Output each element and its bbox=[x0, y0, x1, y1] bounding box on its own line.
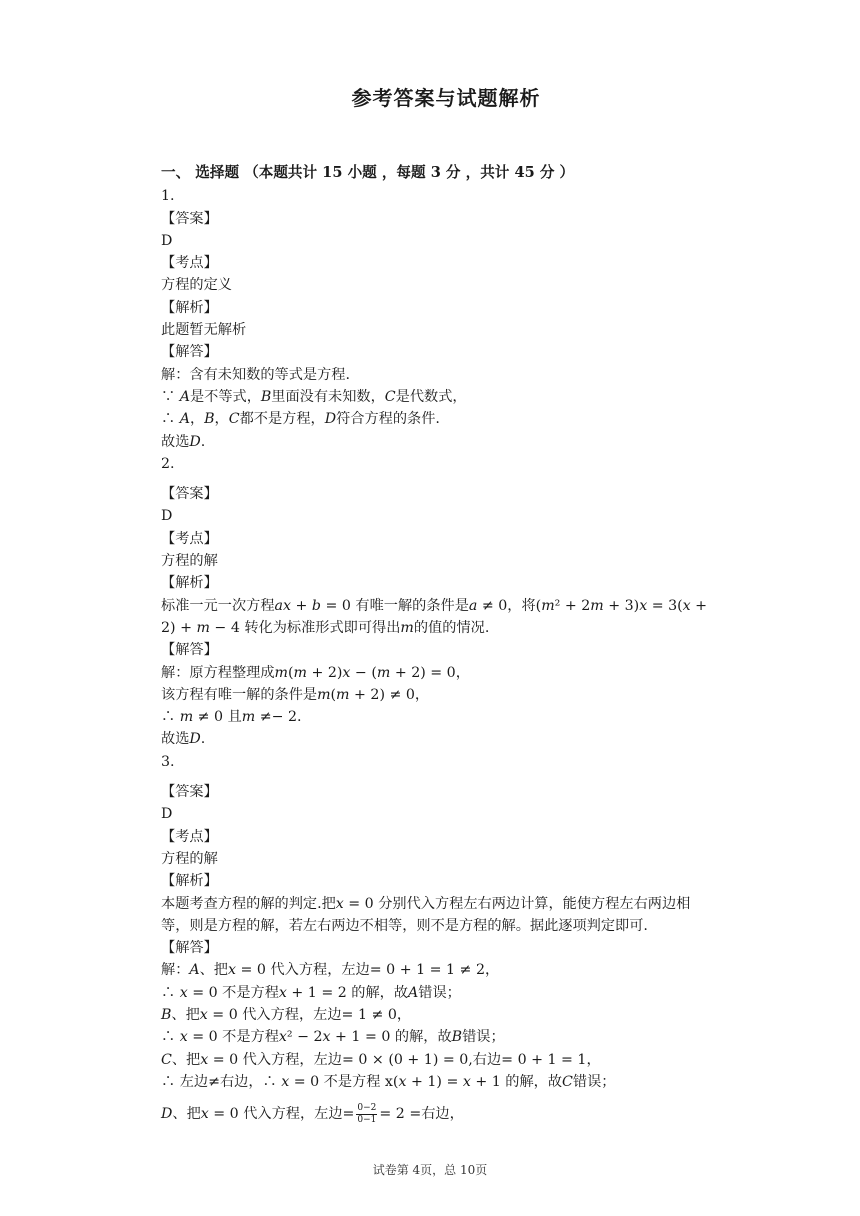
topic-value: 方程的定义 bbox=[161, 277, 232, 294]
question-2 bbox=[161, 453, 721, 751]
analysis-line: 标准一元一次方程𝑎𝑥 + 𝑏 = 0 有唯一解的条件是𝑎 ≠ 0，将(𝑚² + 2𝑚 + 3)𝑥 = 3(𝑥 + bbox=[161, 597, 708, 614]
solution-line: ∵ 𝐴是不等式，𝐵里面没有未知数，𝐶是代数式， bbox=[161, 388, 467, 405]
page-footer: 试卷第 4页，总 10页 bbox=[372, 1163, 488, 1177]
solution-label: 【解答】 bbox=[161, 940, 218, 957]
solution-line-fraction bbox=[161, 1097, 721, 1131]
question-number: 2. bbox=[161, 455, 175, 472]
solution-line: 解：原方程整理成𝑚(𝑚 + 2)𝑥 − (𝑚 + 2) = 0， bbox=[161, 664, 470, 681]
fraction bbox=[356, 1103, 377, 1126]
solution-line: 该方程有唯一解的条件是𝑚(𝑚 + 2) ≠ 0， bbox=[161, 686, 430, 703]
topic-value: 方程的解 bbox=[161, 553, 218, 570]
solution-suffix: = 2 =右边， bbox=[379, 1106, 464, 1123]
answer-label: 【答案】 bbox=[161, 784, 218, 801]
solution-line: ∴ 𝑥 = 0 不是方程𝑥² − 2𝑥 + 1 = 0 的解，故𝐵错误； bbox=[161, 1029, 505, 1046]
section-heading: 一、 选择题 （本题共计 15 小题 ，每题 3 分 ，共计 45 分 ） bbox=[161, 164, 575, 181]
solution-line: 故选𝐷. bbox=[161, 433, 206, 450]
answer-value: D bbox=[161, 806, 173, 823]
spacer bbox=[161, 475, 721, 483]
solution-prefix: 𝐷、把𝑥 = 0 代入方程，左边= bbox=[161, 1106, 355, 1123]
question-number: 3. bbox=[161, 753, 175, 770]
question-number: 1. bbox=[161, 188, 175, 205]
solution-line: 𝐶、把𝑥 = 0 代入方程，左边= 0 × (0 + 1) = 0,右边= 0 + 1 = 1， bbox=[161, 1051, 601, 1068]
topic-label: 【考点】 bbox=[161, 828, 218, 845]
spacer bbox=[161, 773, 721, 781]
solution-label: 【解答】 bbox=[161, 344, 218, 361]
analysis-line: 等，则是方程的解，若左右两边不相等，则不是方程的解。据此逐项判定即可. bbox=[161, 917, 648, 934]
answer-value: D bbox=[161, 232, 173, 249]
fraction-denominator: 0−1 bbox=[357, 1114, 377, 1125]
analysis-line: 2) + 𝑚 − 4 转化为标准形式即可得出𝑚的值的情况. bbox=[161, 619, 490, 636]
topic-value: 方程的解 bbox=[161, 850, 218, 867]
solution-line: 解：含有未知数的等式是方程. bbox=[161, 366, 350, 383]
analysis-label: 【解析】 bbox=[161, 873, 218, 890]
solution-line: ∴ 𝑥 = 0 不是方程𝑥 + 1 = 2 的解，故𝐴错误； bbox=[161, 984, 461, 1001]
solution-line: ∴ 𝑚 ≠ 0 且𝑚 ≠− 2. bbox=[161, 709, 302, 726]
analysis-label: 【解析】 bbox=[161, 575, 218, 592]
analysis-label: 【解析】 bbox=[161, 299, 218, 316]
answer-label: 【答案】 bbox=[161, 486, 218, 503]
answer-value: D bbox=[161, 508, 173, 525]
solution-line: ∴ 左边≠右边，∴ 𝑥 = 0 不是方程 x(𝑥 + 1) = 𝑥 + 1 的解，故𝐶错误； bbox=[161, 1073, 616, 1090]
question-1 bbox=[161, 185, 721, 453]
solution-line: 故选𝐷. bbox=[161, 731, 206, 748]
solution-line: ∴ 𝐴，𝐵，𝐶都不是方程，𝐷符合方程的条件. bbox=[161, 411, 440, 428]
question-3 bbox=[161, 751, 721, 1131]
analysis-line: 此题暂无解析 bbox=[161, 322, 247, 339]
solution-label: 【解答】 bbox=[161, 642, 218, 659]
topic-label: 【考点】 bbox=[161, 530, 218, 547]
fraction-numerator: 0−2 bbox=[357, 1102, 377, 1113]
topic-label: 【考点】 bbox=[161, 255, 218, 272]
solution-line: 解：𝐴、把𝑥 = 0 代入方程，左边= 0 + 1 = 1 ≠ 2， bbox=[161, 962, 500, 979]
page-title: 参考答案与试题解析 bbox=[351, 86, 541, 110]
answer-content bbox=[161, 162, 721, 1131]
analysis-line: 本题考查方程的解的判定.把𝑥 = 0 分别代入方程左右两边计算，能使方程左右两边相 bbox=[161, 895, 691, 912]
answer-label: 【答案】 bbox=[161, 210, 218, 227]
solution-line: 𝐵、把𝑥 = 0 代入方程，左边= 1 ≠ 0， bbox=[161, 1006, 412, 1023]
